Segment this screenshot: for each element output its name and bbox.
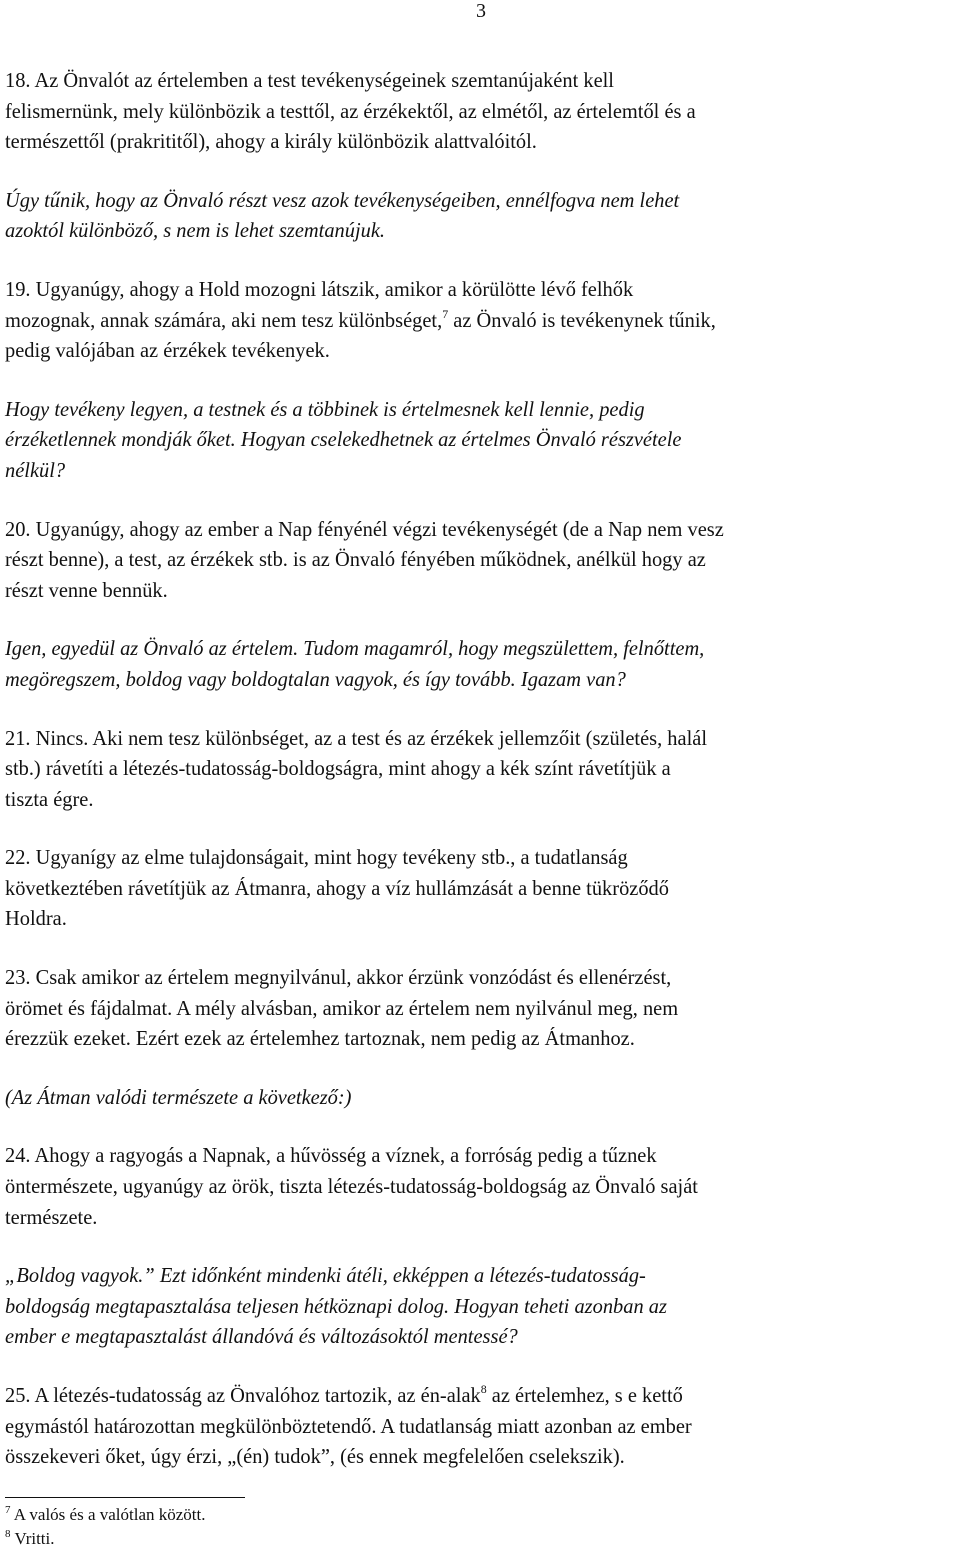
text-line: Holdra. (5, 908, 67, 931)
text-segment: 25. A létezés-tudatosság az Önvalóhoz tartozik, az én-alak (5, 1385, 481, 1407)
text-line: felismernünk, mely különbözik a testtől, az érzékektől, az elmétől, az értelemtől és a (5, 100, 696, 123)
atman-intro (5, 1083, 960, 1114)
footnote-separator (5, 1497, 245, 1498)
text-line: „Boldog vagyok.” Ezt időnként mindenki átéli, ekképpen a létezés-tudatosság- (5, 1265, 646, 1288)
footnote-7 (5, 1503, 206, 1527)
footnote-marker-8: 8 (480, 1382, 487, 1396)
text-line: részt benne), a test, az érzékek stb. is az Önvaló fényében működnek, anélkül hogy az (5, 549, 706, 572)
paragraph-21 (5, 724, 960, 816)
text-line: egymástól határozottan megkülönböztetendő. A tudatlanság miatt azonban az ember (5, 1415, 692, 1438)
paragraph-23 (5, 963, 960, 1055)
text-line: 22. Ugyanígy az elme tulajdonságait, mint hogy tevékeny stb., a tudatlanság (5, 847, 628, 870)
text-line: következtében rávetítjük az Átmanra, ahogy a víz hullámzását a benne tükröződő (5, 877, 669, 900)
footnote-text: A valós és a valótlan között. (10, 1505, 206, 1524)
text-line: boldogság megtapasztalása teljesen hétköznapi dolog. Hogyan teheti azonban az (5, 1295, 667, 1318)
question-24 (5, 1261, 960, 1353)
text-line: öntermészete, ugyanúgy az örök, tiszta létezés-tudatosság-boldogság az Önvaló saját (5, 1176, 698, 1199)
paragraph-18 (5, 66, 960, 158)
text-line: ember e megtapasztalást állandóvá és változásoktól mentessé? (5, 1326, 518, 1349)
text-line: örömet és fájdalmat. A mély alvásban, amikor az értelem nem nyilvánul meg, nem (5, 997, 679, 1020)
paragraph-24 (5, 1141, 960, 1233)
question-20 (5, 634, 960, 695)
text-line: Hogy tevékeny legyen, a testnek és a többinek is értelmesnek kell lennie, pedig (5, 398, 645, 421)
text-line: Úgy tűnik, hogy az Önvaló részt vesz azok tevékenységeiben, ennélfogva nem lehet (5, 189, 680, 212)
text-segment: az Önvaló is tevékenynek tűnik, (448, 309, 716, 332)
text-line: 24. Ahogy a ragyogás a Napnak, a hűvösség a víznek, a forróság pedig a tűznek (5, 1145, 657, 1168)
text-line: 23. Csak amikor az értelem megnyilvánul, akkor érzünk vonzódást és ellenérzést, (5, 967, 672, 990)
text-line: érezzük ezeket. Ezért ezek az értelemhez tartoznak, nem pedig az Átmanhoz. (5, 1028, 635, 1051)
text-line: (Az Átman valódi természete a következő:) (5, 1086, 352, 1109)
text-line: 18. Az Önvalót az értelemben a test tevékenységeinek szemtanújaként kell (5, 70, 614, 92)
text-line: pedig valójában az érzékek tevékenyek. (5, 340, 330, 363)
footnote-marker-7: 7 (442, 306, 449, 321)
text-line (5, 1381, 955, 1412)
question-18 (5, 186, 960, 247)
footnote-8 (5, 1527, 206, 1551)
text-segment: az értelemhez, s e kettő (486, 1385, 683, 1407)
text-segment: mozognak, annak számára, aki nem tesz különbséget, (5, 309, 443, 332)
paragraph-25 (5, 1381, 960, 1473)
footnote-text: Vritti. (10, 1529, 55, 1548)
page-body (5, 66, 960, 1501)
text-line: nélkül? (5, 459, 66, 482)
text-line: összekeveri őket, úgy érzi, „(én) tudok”, (és ennek megfelelően cselekszik). (5, 1446, 625, 1469)
text-line: 21. Nincs. Aki nem tesz különbséget, az a test és az érzékek jellemzőit (születés, halál (5, 727, 708, 750)
footnote-number: 7 (5, 1504, 11, 1516)
question-19 (5, 395, 960, 487)
footnotes (5, 1503, 206, 1551)
text-line: azoktól különböző, s nem is lehet szemtanújuk. (5, 220, 386, 243)
text-line: Igen, egyedül az Önvaló az értelem. Tudom magamról, hogy megszülettem, felnőttem, (5, 638, 705, 661)
text-line: tiszta égre. (5, 788, 94, 811)
text-line: természete. (5, 1206, 98, 1229)
text-line: részt venne bennük. (5, 579, 168, 602)
text-line: 20. Ugyanúgy, ahogy az ember a Nap fényénél végzi tevékenységét (de a Nap nem vesz (5, 518, 724, 541)
text-line (5, 306, 955, 337)
paragraph-19 (5, 275, 960, 367)
text-line: érzéketlennek mondják őket. Hogyan cselekedhetnek az értelmes Önvaló részvétele (5, 429, 682, 452)
page-number: 3 (476, 0, 486, 22)
text-line: megöregszem, boldog vagy boldogtalan vagyok, és így tovább. Igazam van? (5, 668, 626, 691)
text-line: 19. Ugyanúgy, ahogy a Hold mozogni látszik, amikor a körülötte lévő felhők (5, 278, 634, 301)
paragraph-22 (5, 843, 960, 935)
text-line: stb.) rávetíti a létezés-tudatosság-boldogságra, mint ahogy a kék színt rávetítjük a (5, 758, 671, 781)
footnote-number: 8 (5, 1528, 11, 1540)
paragraph-20 (5, 515, 960, 607)
text-line: természettől (prakrititől), ahogy a király különbözik alattvalóitól. (5, 131, 537, 154)
